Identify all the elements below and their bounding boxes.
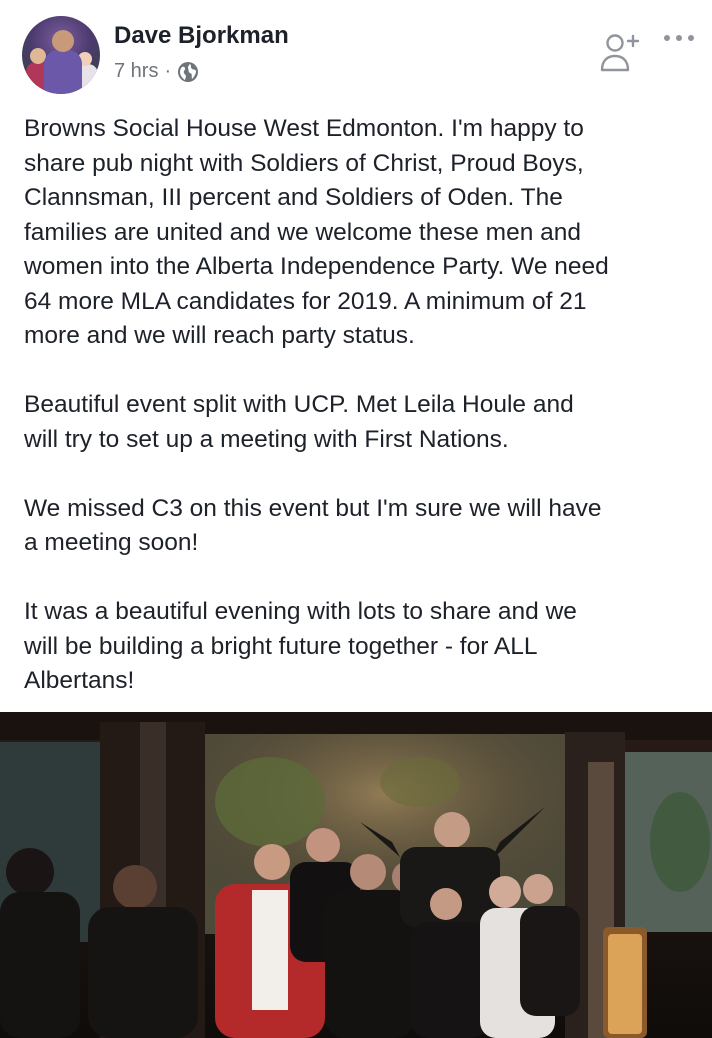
post-paragraph: Beautiful event split with UCP. Met Leila Houle and will try to set up a meeting with First Nations. <box>24 391 574 453</box>
globe-icon[interactable] <box>177 61 199 83</box>
author-avatar[interactable] <box>22 16 100 94</box>
post-paragraph: Browns Social House West Edmonton. I'm happy to share pub night with Soldiers of Christ, Proud Boys, Clannsman, III percent and Soldiers of Oden. The families are united and we welcome these men and women into the Alberta Independence Party. We need 64 more MLA candidates for 2019. A minimum of 21 more and we will reach party status. <box>24 115 609 349</box>
add-friend-icon[interactable] <box>598 32 640 74</box>
more-options-icon[interactable] <box>663 32 695 44</box>
post-photo[interactable] <box>0 712 712 1038</box>
post-paragraph: We missed C3 on this event but I'm sure we will have a meeting soon! <box>24 494 602 556</box>
group-photo-illustration <box>0 712 712 1038</box>
meta-separator: · <box>164 60 172 82</box>
post-meta <box>114 60 199 83</box>
post-text <box>24 112 694 733</box>
post-paragraph: It was a beautiful evening with lots to share and we will be building a bright future together - for ALL Albertans! <box>24 598 577 694</box>
author-name[interactable]: Dave Bjorkman <box>114 22 289 49</box>
post-header <box>0 0 712 100</box>
post-timestamp[interactable]: 7 hrs <box>114 60 159 82</box>
